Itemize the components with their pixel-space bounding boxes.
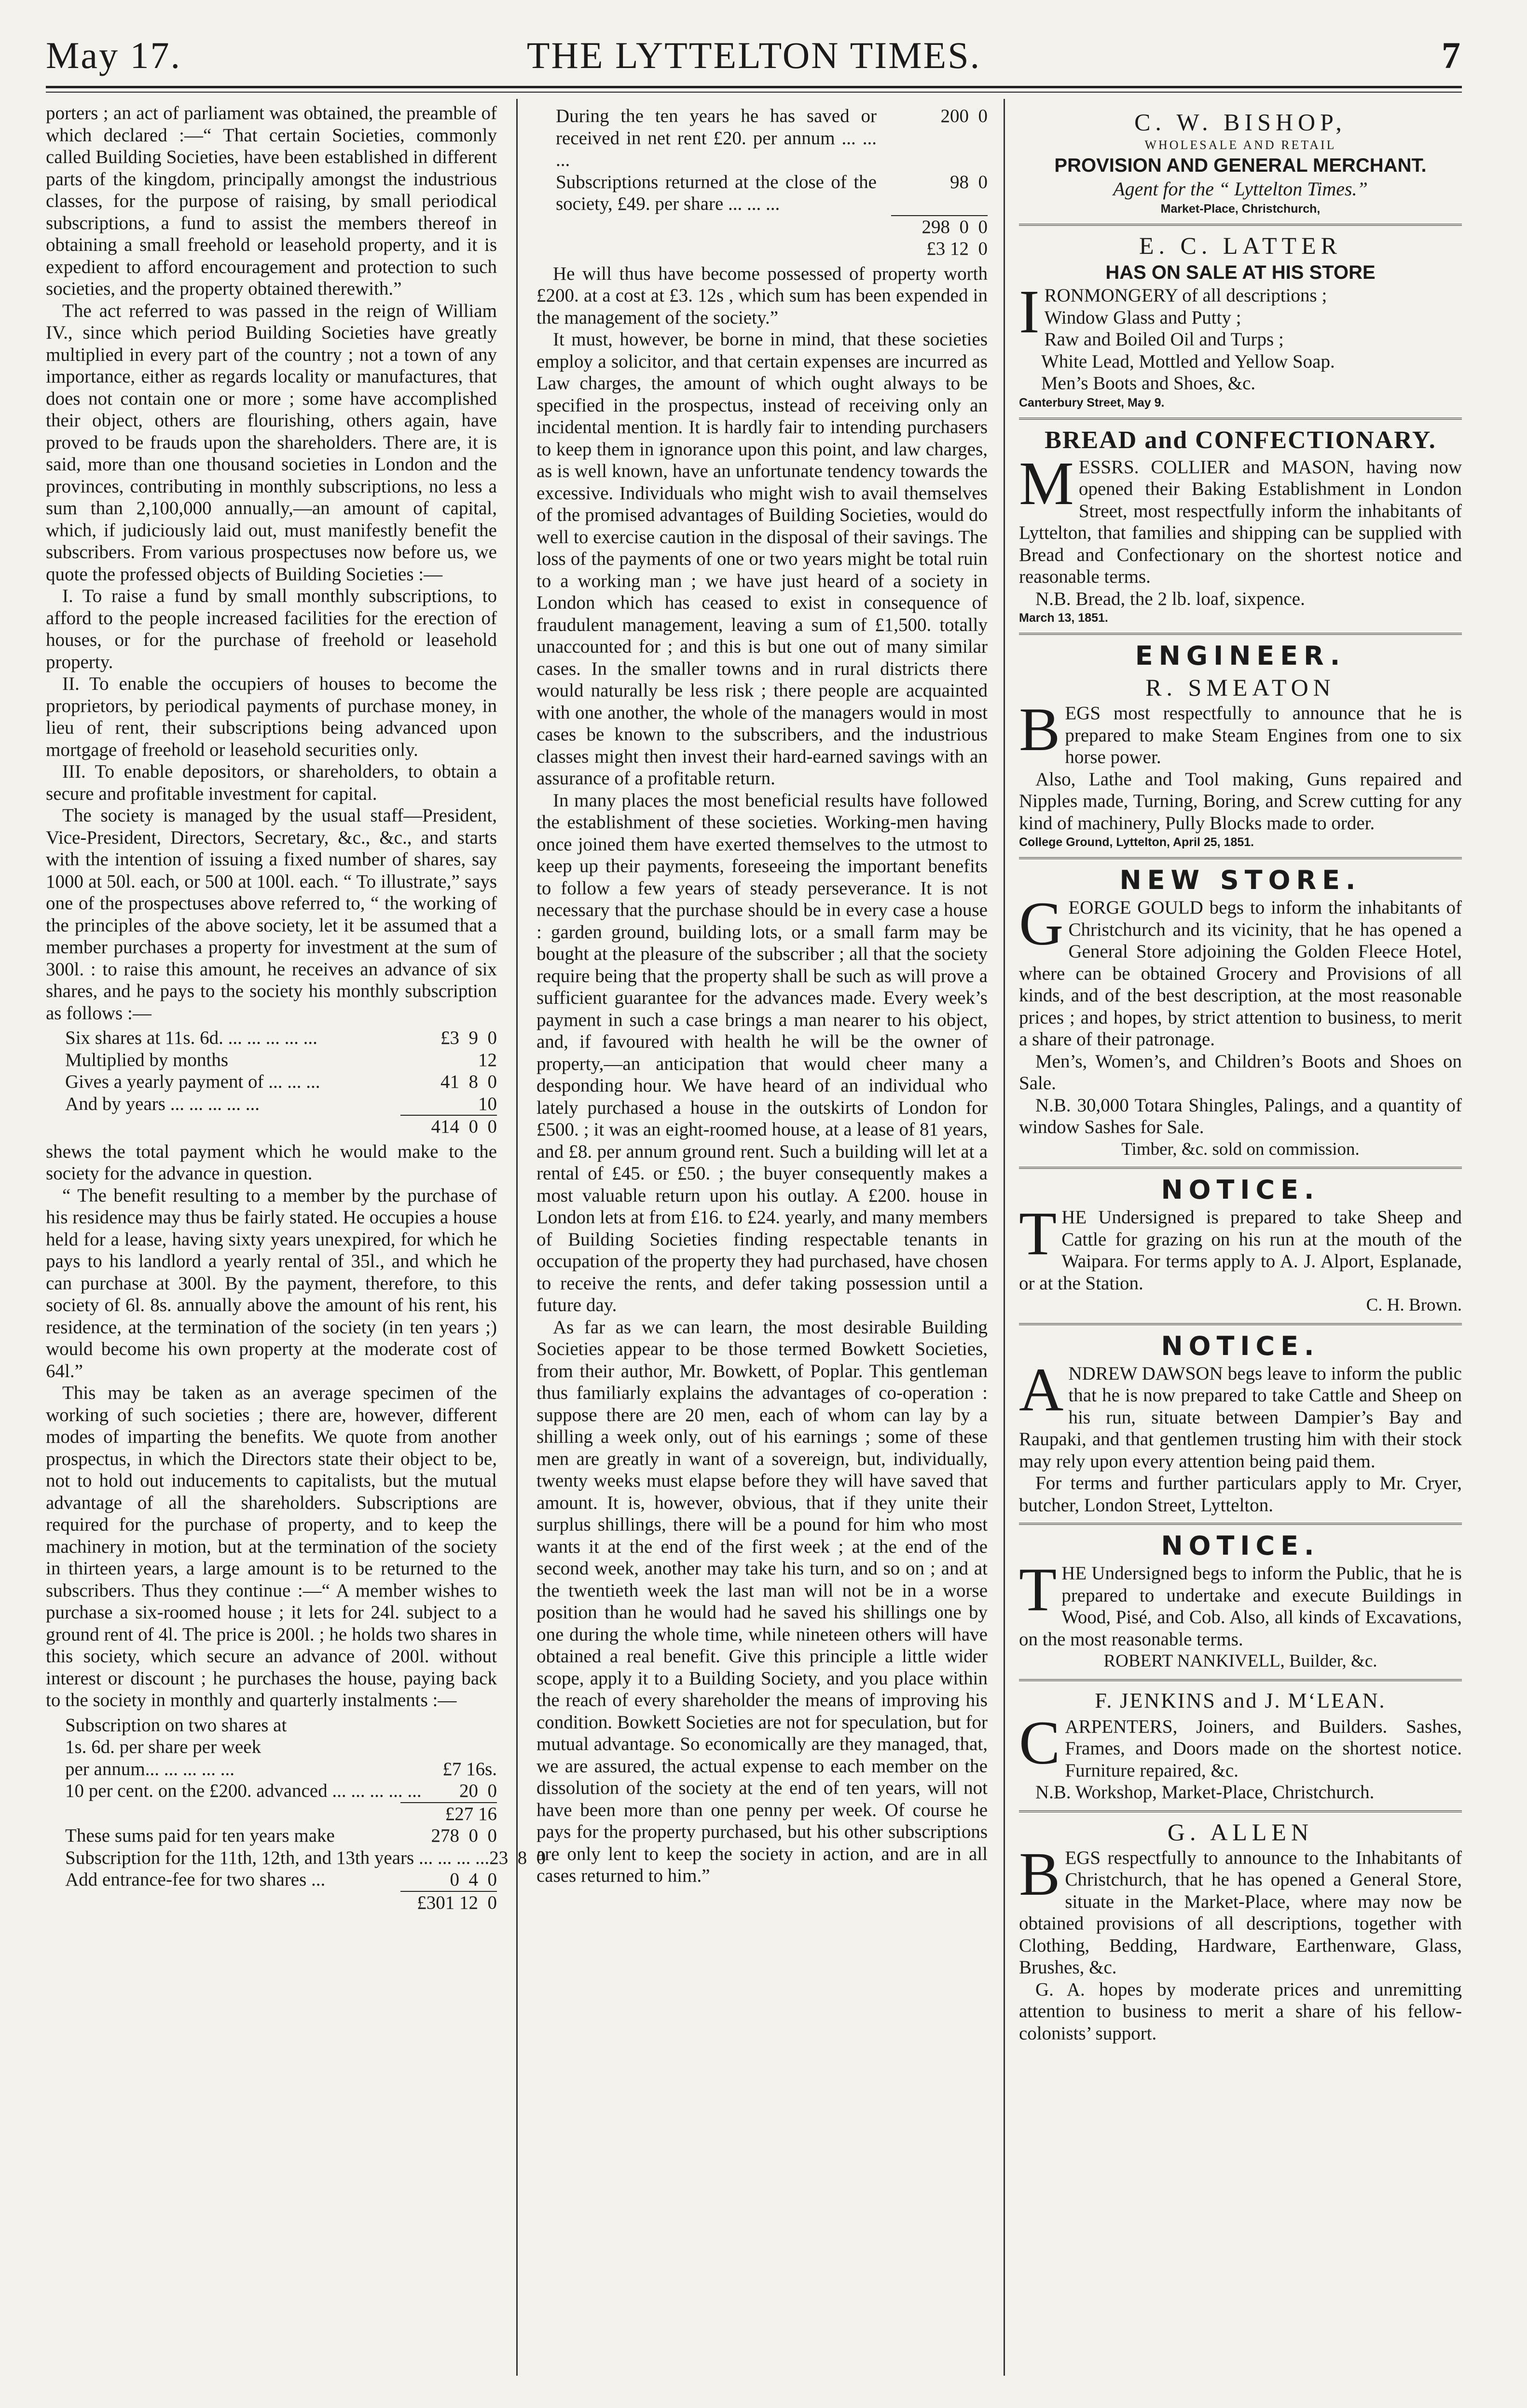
savings-table [537, 105, 988, 260]
table-cell-value: £27 16 [445, 1803, 497, 1824]
ad-jenkins-mclean [1019, 1681, 1462, 1812]
table-cell-value: £3 9 0 [440, 1027, 497, 1048]
table-row [46, 1803, 497, 1825]
table-row [46, 1780, 497, 1802]
ad-name: G. ALLEN [1167, 1818, 1314, 1846]
ad-notice-nankivell [1019, 1525, 1462, 1681]
table-cell-label [65, 1116, 386, 1138]
drop-cap: B [1019, 1839, 1060, 1908]
table-cell-label: Subscription on two shares at [65, 1714, 287, 1736]
table-row [537, 171, 988, 215]
article-paragraph: In many places the most beneficial results have followed the establishment of these societies. Working-men having once joined them have exerted themselves to the utmost to keep up their payments, foreseeing the important benefits to follow a few years of steady perseverance. It is not necessary that the purchase should be in every case a house : garden ground, building lots, or a small farm may be bought at the pleasure of the subscriber ; all that the society require being that the property shall be such as will prove a sufficient guarantee for the advances made. Every week’s payment in such a case brings a man nearer to his object, and, if favoured with health he will be the owner of property,—an anticipation that would cheer many a desponding hour. We have heard of an individual who lately purchased a house in the outskirts of London for £500. ; it was an eight-roomed house, at a lease of 81 years, and £8. per annum ground rent. Such a building will let at a rental of £45. or £50. ; the buyer consequently makes a most valuable return upon his outlay. A £200. house in London lets at from £16. to £24. yearly, and many members of Building Societies finding respectable tenants in occupation of the property they had purchased, have chosen to receive the rents, and defer taking possession until a future day. [537, 790, 988, 1315]
table-row [46, 1892, 497, 1914]
list-item: White Lead, Mottled and Yellow Soap. [1041, 351, 1335, 372]
ad-body: N.B. Workshop, Market-Place, Christchurch. [1035, 1782, 1375, 1803]
ad-collier [1019, 420, 1462, 635]
ad-new-store [1019, 859, 1462, 1169]
table-row [537, 216, 988, 238]
ad-title: NOTICE. [1161, 1330, 1320, 1361]
table-cell-value: 41 8 0 [440, 1071, 497, 1092]
ad-name: C. W. BISHOP, [1134, 109, 1347, 136]
table-row [46, 1869, 497, 1891]
table-cell-value: 0 4 0 [450, 1869, 497, 1890]
article-paragraph: It must, however, be borne in mind, that these societies employ a solicitor, and that certain expenses are incurred as Law charges, the amount of which ought always to be specified in the prospectus, instead of receiving only an incidental mention. It is hardly fair to intending purchasers to keep them in ignorance upon this point, and law charges, as is well known, have an unfortunate tendency towards the excessive. Individuals who might wish to avail themselves of the promised advantages of Building Societies, would do well to exercise caution in the disposal of their savings. The loss of the payments of one or two years might be total ruin to a working man ; we have just heard of a society in London which has ceased to exist in consequence of fraudulent management, leaving a sum of £1,500. totally unaccounted for ; and this is but one out of many similar cases. In the smaller towns and in rural districts there would naturally be less risk ; there people are acquainted with one another, the whole of the managers would in most cases be known to the subscribers, and the industrious classes might then invest their hard-earned savings with an assurance of a profitable return. [537, 329, 988, 789]
ad-signature: C. H. Brown. [1366, 1295, 1462, 1315]
ad-body: Men’s, Women’s, and Children’s Boots and Shoes on Sale. [1019, 1051, 1462, 1094]
table-cell-label: Subscriptions returned at the close of the society, £49. per share ... ... ... [556, 171, 877, 214]
ad-body: Also, Lathe and Tool making, Guns repaired and Nipples made, Turning, Boring, and Screw cutting for any kind of machinery, Pully Blocks made to order. [1019, 768, 1462, 834]
ad-date: March 13, 1851. [1019, 611, 1108, 625]
table-row [46, 1825, 497, 1847]
list-item: Raw and Boiled Oil and Turps ; [1044, 329, 1284, 350]
table-cell-value: 278 0 0 [431, 1825, 497, 1846]
ad-signature: ROBERT NANKIVELL, Builder, &c. [1103, 1651, 1377, 1671]
table-cell-label: These sums paid for ten years make [65, 1825, 335, 1846]
table-cell-label: Add entrance-fee for two shares ... [65, 1869, 326, 1890]
table-cell-value: 200 0 [940, 106, 988, 126]
table-cell-value: 414 0 0 [431, 1116, 497, 1137]
ad-subtitle: WHOLESALE AND RETAIL [1144, 138, 1336, 152]
table-cell-label: per annum... ... ... ... ... [65, 1758, 234, 1779]
table-row [46, 1714, 497, 1737]
drop-cap: A [1019, 1355, 1064, 1424]
ad-name: F. JENKINS and J. M‘LEAN. [1095, 1688, 1386, 1712]
column-2 [537, 102, 988, 1887]
table-cell-label: 1s. 6d. per share per week [65, 1737, 261, 1757]
ad-body: ARPENTERS, Joiners, and Builders. Sashes, Frames, and Doors made on the shortest notice. Furniture repaired, &c. [1065, 1716, 1462, 1781]
table-cell-label [65, 1803, 386, 1825]
list-item: Window Glass and Putty ; [1044, 307, 1241, 328]
table-cell-value [386, 1736, 497, 1758]
table-cell-value: 298 0 0 [922, 216, 988, 237]
drop-cap: M [1019, 449, 1074, 518]
table-cell-value [386, 1714, 497, 1737]
ad-footer: College Ground, Lyttelton, April 25, 1851. [1019, 835, 1254, 849]
ad-body: HE Undersigned begs to inform the Public, that he is prepared to undertake and execute Buildings in Wood, Pisé, and Cob. Also, all kinds of Excavations, on the most reasonable terms. [1019, 1563, 1462, 1650]
drop-cap: T [1019, 1199, 1057, 1268]
article-paragraph: porters ; an act of parliament was obtained, the preamble of which declared :—“ That certain Societies, commonly called Building Societies, have been established in different parts of the kingdom, principally amongst the industrious classes, for the purpose of raising, by small periodical subscriptions, a fund to assist the members thereof in obtaining a small freehold or leasehold property, and it is expedient to afford encouragement and protection to such societies, and the property obtained therewith.” [46, 103, 497, 299]
table-cell-value: 12 [478, 1049, 497, 1070]
drop-cap: C [1019, 1708, 1060, 1777]
ad-note: Timber, &c. sold on commission. [1121, 1139, 1360, 1159]
ad-notice-dawson [1019, 1325, 1462, 1525]
article-paragraph: II. To enable the occupiers of houses to become the proprietors, by periodical payments of purchase money, in lieu of rent, their subscriptions being advanced upon mortgage of freehold or leasehold securities only. [46, 673, 497, 760]
ad-name: R. SMEATON [1145, 674, 1335, 701]
article-paragraph: III. To enable depositors, or shareholders, to obtain a secure and profitable investment for capital. [46, 761, 497, 804]
issue-date: May 17. [46, 34, 181, 76]
table-cell-label: During the ten years he has saved or received in net rent £20. per annum ... ... ... [556, 106, 877, 170]
ad-body: NDREW DAWSON begs leave to inform the public that he is now prepared to take Cattle and Sheep on his run, situate between Dampier’s Bay and Raupaki, and that gentlemen trusting him with their stock may rely upon every attention being paid them. [1019, 1363, 1462, 1472]
table-row [46, 1093, 497, 1115]
column-divider [1004, 99, 1005, 2376]
table-cell-label: Gives a yearly payment of ... ... ... [65, 1071, 320, 1092]
article-paragraph: “ The benefit resulting to a member by the purchase of his residence may thus be fairly stated. He occupies a house held for a lease, having sixty years unexpired, for which he pays to his landlord a yearly rental of 35l., and which he can purchase at 300l. By the payment, therefore, to this society of 6l. 8s. annually above the amount of his rent, his residence, at the termination of the society (in ten years ;) would become his own property at the moderate cost of 64l.” [46, 1185, 497, 1382]
column-divider [516, 99, 518, 2376]
table-row [46, 1116, 497, 1138]
table-cell-label: 10 per cent. on the £200. advanced ... ... ... ... ... [65, 1780, 422, 1801]
ad-title: NOTICE. [1161, 1531, 1320, 1561]
article-paragraph: I. To raise a fund by small monthly subscriptions, to afford to the people increased facilities for the erection of houses, or for the purchase of freehold or leasehold property. [46, 586, 497, 672]
ad-body: EGS respectfully to announce to the Inhabitants of Christchurch, that he has opened a General Store, situate in the Market-Place, where may now be obtained provisions of all descriptions, together with Clothing, Bedding, Hardware, Earthenware, Glass, Brushes, &c. [1019, 1847, 1462, 1978]
ad-title: NEW STORE. [1119, 865, 1362, 895]
ad-title: NOTICE. [1161, 1175, 1320, 1205]
ad-title: BREAD and CONFECTIONARY. [1045, 426, 1436, 454]
table-row [46, 1736, 497, 1758]
table-cell-label: And by years ... ... ... ... ... [65, 1093, 260, 1114]
table-cell-label [556, 216, 877, 238]
table-row [46, 1847, 546, 1869]
article-paragraph: This may be taken as an average specimen of the working of such societies ; there are, however, different modes of imparting the benefits. We quote from another prospectus, in which the Directors state their object to be, not to hold out inducements to capitalists, but the mutual advantage of all the shareholders. Subscriptions are required for the purchase of property, and to keep the machinery in motion, but at the termination of the society in thirteen years, a large amount is to be returned to the subscribers. Thus they continue :—“ A member wishes to purchase a six-roomed house ; it lets for 24l. subject to a ground rent of 4l. The price is 200l. ; he holds two shares in this society, which secure an advance of 200l. without interest or discount ; he purchases the house, paying back to the society in monthly and quarterly instalments :— [46, 1382, 497, 1710]
table-row [537, 105, 988, 171]
table-cell-label: Six shares at 11s. 6d. ... ... ... ... ... [65, 1027, 317, 1048]
table-cell-value: £7 16s. [442, 1758, 497, 1779]
ad-body: HE Undersigned is prepared to take Sheep and Cattle for grazing on his run at the mouth of the Waipara. For terms apply to A. J. Alport, Esplanade, or at the Station. [1019, 1207, 1462, 1294]
drop-cap: I [1019, 277, 1040, 346]
ad-latter [1019, 226, 1462, 420]
ad-allen [1019, 1812, 1462, 2052]
newspaper-title: THE LYTTELTON TIMES. [526, 34, 981, 76]
ad-body: EGS most respectfully to announce that he is prepared to make Steam Engines from one to six horse power. [1065, 703, 1462, 767]
masthead-rule-thin [46, 92, 1462, 93]
table-row [46, 1049, 497, 1071]
ad-agent: Agent for the “ Lyttelton Times.” [1113, 178, 1368, 200]
ad-footer: Canterbury Street, May 9. [1019, 396, 1165, 410]
article-paragraph: As far as we can learn, the most desirable Building Societies appear to be those termed Bowkett Societies, from their author, Mr. Bowkett, of Poplar. This gentleman thus familiarly explains the advantages of co-operation : suppose there are 20 men, each of whom can lay by a shilling a week only, out of his earnings ; some of these men are greatly in want of a sovereign, but, individually, twenty weeks must elapse before they will have saved that amount. It is, however, obvious, that if they unite their surplus shillings, there will be a pound for him who most wants it at the end of the first week ; at the end of the second week, another may take his turn, and so on ; and at the twentieth week the last man will not be in a worse position than he would had he saved his shillings one by one during the whole time, while nineteen others will have obtained a real benefit. Give this principle a little wider scope, apply it to a Building Society, and you place within the reach of every shareholder the means of improving his condition. Bowkett Societies are not for speculation, but for mutual advantage. So economically are they managed, that, we are assured, the actual expense to each member on the dissolution of the society at the end of ten years, will not have been more than one penny per week. Of course he pays for the property purchased, but his other subscriptions are only lent to keep the society in action, and are in all cases returned to him.” [537, 1316, 988, 1886]
article-paragraph: The society is managed by the usual staff—President, Vice-President, Directors, Secretary, &c., &c., and starts with the intention of issuing a fixed number of shares, say 1000 at 50l. each, or 500 at 100l. each. “ To illustrate,” says one of the prospectuses above referred to, “ the working of the principles of the above society, let it be assumed that a member purchases a property for investment at the sum of 300l. : to raise this amount, he receives an advance of six shares, and he pays to the society his monthly subscription as follows :— [46, 805, 497, 1024]
ad-address: Market-Place, Christchurch, [1160, 202, 1321, 216]
article-paragraph: shews the total payment which he would make to the society for the advance in question. [46, 1141, 497, 1184]
drop-cap: B [1019, 695, 1060, 764]
ad-body: G. A. hopes by moderate prices and unremitting attention to business to merit a share of his fellow-colonists’ support. [1019, 1979, 1462, 2044]
ad-item-list [1019, 307, 1462, 395]
table-cell-value: 20 0 [459, 1780, 497, 1801]
article-paragraph: The act referred to was passed in the reign of William IV., since which period Building Societies have greatly multiplied in every part of the country ; not a town of any importance, either as regards locality or manufactures, that does not contain one or more ; some have accomplished their object, others are flourishing, others again, have proved to be frauds upon the shareholders. There are, it is said, more than one thousand societies in London and the provinces, contributing in monthly subscriptions, no less a sum than 2,100,000 annually,—an amount of capital, which, if judiciously laid out, must manifestly benefit the subscribers. From various prospectuses now before us, we quote the professed objects of Building Societies :— [46, 300, 497, 585]
table-cell-value: £301 12 0 [417, 1892, 497, 1913]
ad-lead: RONMONGERY of all descriptions ; [1044, 285, 1327, 306]
table-cell-value: £3 12 0 [926, 238, 988, 259]
table-row [46, 1027, 497, 1049]
table-cell-label: Subscription for the 11th, 12th, and 13th years ... ... ... ... [65, 1847, 490, 1868]
masthead-rule [46, 86, 1462, 88]
ad-body: ESSRS. COLLIER and MASON, having now opened their Baking Establishment in London Street, most respectfully inform the inhabitants of Lyttelton, that families and shipping can be supplied with Bread and Confectionary on the shortest notice and reasonable terms. [1019, 456, 1462, 587]
ad-body: For terms and further particulars apply to Mr. Cryer, butcher, London Street, Lyttelton. [1019, 1473, 1462, 1516]
ad-name: E. C. LATTER [1139, 232, 1342, 259]
drop-cap: G [1019, 889, 1064, 958]
table-row [46, 1758, 497, 1780]
table-cell-value: 10 [478, 1093, 497, 1114]
list-item: Men’s Boots and Shoes, &c. [1041, 373, 1256, 394]
table-cell-label: Multiplied by months [65, 1049, 229, 1070]
ad-title: ENGINEER. [1135, 641, 1346, 671]
ad-bishop [1019, 102, 1462, 226]
table-cell-value: 23 8 0 [489, 1847, 546, 1868]
drop-cap: T [1019, 1555, 1057, 1624]
ad-body: N.B. 30,000 Totara Shingles, Palings, and a quantity of window Sashes for Sale. [1019, 1095, 1462, 1137]
ad-body: EORGE GOULD begs to inform the inhabitants of Christchurch and its vicinity, that he has opened a General Store adjoining the Golden Fleece Hotel, where can be obtained Grocery and Provisions of all kinds, and of the best description, at the most reasonable prices ; and hopes, by strict attention to business, to merit a share of their patronage. [1019, 897, 1462, 1050]
ad-note: N.B. Bread, the 2 lb. loaf, sixpence. [1035, 588, 1305, 609]
page-number: 7 [1442, 34, 1462, 76]
ad-subtitle: HAS ON SALE AT HIS STORE [1105, 262, 1376, 283]
payment-table [46, 1027, 497, 1138]
table-cell-value: 98 0 [950, 171, 988, 192]
instalment-table [46, 1714, 546, 1914]
table-cell-label [556, 238, 877, 260]
ad-notice-brown [1019, 1169, 1462, 1325]
ad-engineer [1019, 635, 1462, 859]
article-paragraph: He will thus have become possessed of property worth £200. at a cost at £3. 12s , which sum has been expended in the management of the society.” [537, 263, 988, 328]
table-row [537, 238, 988, 260]
table-cell-label [65, 1892, 386, 1914]
masthead [46, 29, 1462, 87]
table-row [46, 1071, 497, 1093]
column-1 [46, 102, 546, 1916]
ad-trade: PROVISION AND GENERAL MERCHANT. [1054, 155, 1427, 176]
advertisements-column [1019, 102, 1462, 2398]
